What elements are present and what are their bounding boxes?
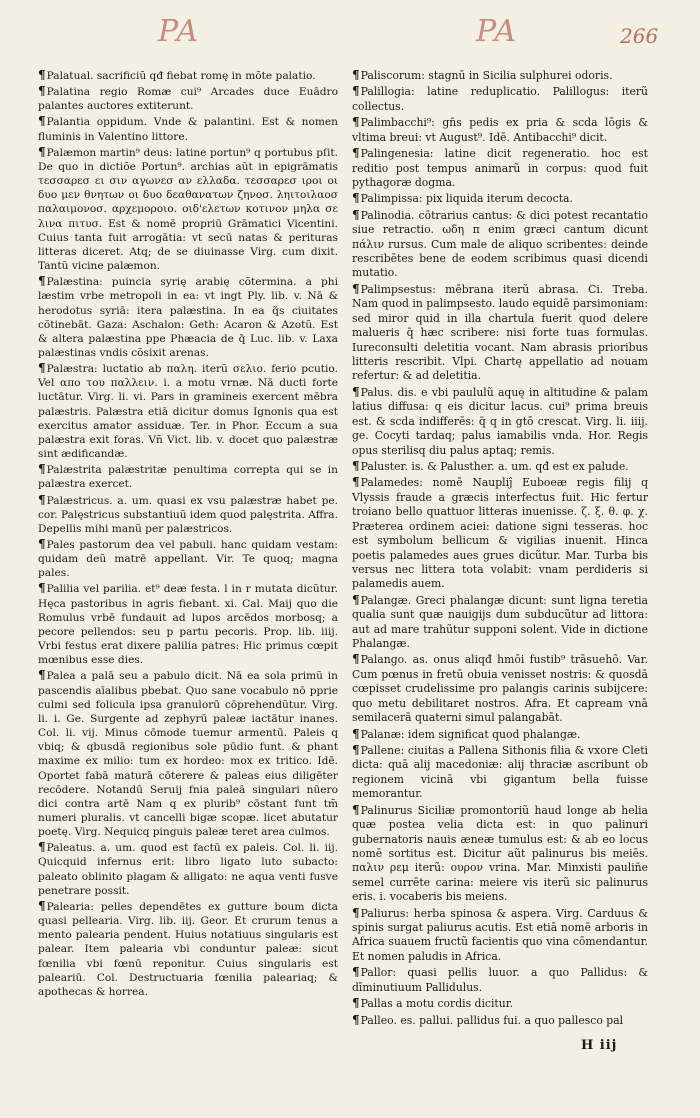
entry xyxy=(38,274,338,360)
entry-text: Palatual. sacrificiũ qđ fiebat romę in mõte palatio. xyxy=(46,70,316,82)
entry-text: Palæstra: luctatio ab παλη. iterũ σελιο. ferio pcutio. Vel απο του παλλειν. i. a motu vrnæ. Nā ducti forte luctātur. Virg. li. vi. Pars in gramineis exercent mēbra palæstris. Palæstra etiā dicitur domus Ignonis qua est exercitus amator assiduæ. Ter. in Phor. Eccum a sua palæstra exit foras. Vn̄ Vict. lib. v. docet quo palæstræ sint ædificandæ. xyxy=(38,363,338,461)
entry xyxy=(38,84,338,113)
left-column xyxy=(38,68,338,1000)
paragraph-mark-icon: ¶ xyxy=(352,475,360,490)
paragraph-mark-icon: ¶ xyxy=(352,802,360,817)
entry xyxy=(38,840,338,898)
entry-text: Palinurus Siciliæ promontoriũ haud longe ab helia quæ postea velia dicta est: in quo palinuri gubernatoris nauis æneæ tumulus est: & ab eo locus nomē sortitus est. Dicitur aũt palinurus bis meiēs. παλιν ρεμ iterũ: ουρον vrina. Mar. Minxisti paulin̄e semel currēte carina: meiere vis iterũ sic palinurus eris. i. vocaberis bis meiens. xyxy=(352,803,648,904)
entry-text: Palæmon martin⁹ deus: latine portun⁹ q portubus pſit. De quo in dictiõe Portun⁹. archias aũt in epigrāmatis τεσσαρεσ ει σιν αγωνεσ αν ελλαδα. τεσσαρεσ ιροι οι δυο μεν θνητων οι δυο δεαθανατων ζηνοσ. ληιτοιλαοσ παλαιμονοσ. αρχεμοροιο. οιδ'ελετων κοτινον μηλα σε λινα πιτυσ. Est & nomē propriū Grāmatici Vicentini. Cuius tanta fuit arrogātia: vt secū natas & perituras litteras diceret. Atq; de se diuinasse Virg. cum dixit. Tantũ vicine palæmon. xyxy=(38,146,338,273)
paragraph-mark-icon: ¶ xyxy=(352,281,360,296)
entry xyxy=(352,727,648,742)
entry-text: Paliscorum: stagnū in Sicilia sulphurei odoris. xyxy=(360,69,613,82)
entry-text: Palangæ. Greci phalangæ dicunt: sunt ligna teretia qualia sunt quæ nauigijs dum subducũtur ad littora: aut ad mare trahũtur supponi solent. Vide in dictione Phalangæ. xyxy=(352,593,648,651)
entry xyxy=(38,493,338,536)
entry xyxy=(352,191,648,206)
right-column xyxy=(352,68,648,1029)
entry-text: Palimpsestus: mēbrana iterũ abrasa. Ci. Treba. Nam quod in palimpsesto. laudo equidē parsimoniam: sed miror quid in illa chartula fuerit quod delere malueris q̄ hæc scribere: nisi forte tuas formulas. Iureconsulti deletitia vocant. Nam abrasis prioribus litteris rescribit. Vlpi. Chartę appellatio ad nouam refertur: & ad deletitia. xyxy=(352,282,648,383)
entry-text: Pallor: quasi pellis luuor. a quo Pallidus: & dīminutiuum Pallidulus. xyxy=(352,966,648,994)
paragraph-mark-icon: ¶ xyxy=(352,458,360,473)
entry-text: Palæstrita palæstritæ penultima correpta qui se in palæstra exercet. xyxy=(38,464,338,491)
entry-text: Pallas a motu cordis dicitur. xyxy=(360,997,514,1011)
entry xyxy=(352,593,648,652)
margin-annotation-right: PA xyxy=(476,14,518,49)
entry-text: Palanæ: idem significat quod phalangæ. xyxy=(360,727,581,741)
entry-text: Palleo. es. pallui. pallidus fui. a quo pallesco pal xyxy=(360,1013,624,1027)
paragraph-mark-icon: ¶ xyxy=(38,114,46,129)
entry-text: Palango. as. onus aliqđ hmōi fustib⁹ trāsuehõ. Var. Cum pœnus in fretū obuia venisset nostris: & quosdā cœpisset crudelissime pro palangis carinis subijcere: quo metu debilitaret nostros. Afra. Et capream vnā semilacerā quaterni simul palangabāt. xyxy=(352,653,648,725)
entry xyxy=(352,385,648,458)
entry-text: Palæstricus. a. um. quasi ex vsu palæstræ habet pe. cor. Palęstricus substantiuũ idem quod palęstrita. Affra. Depellis mihi manũ per palæstricos. xyxy=(38,494,338,535)
entry xyxy=(352,459,648,474)
entry xyxy=(352,208,648,281)
paragraph-mark-icon: ¶ xyxy=(352,742,360,757)
entry-text: Palæstina: puincia syrię arabię cõtermina. a phi læstim vrbe metropoli in ea: vt ingt Ply. lib. v. Nā & herodotus syriā: itera palæstina. In ea q̃s ciuitates cõtinebāt. Gaza: Aschalon: Geth: Acaron & Azotũ. Est & altera palæstina ppe Phæacia de q̃ Luc. lib. v. Laxa palæstinas vndis cõsixit arenas. xyxy=(38,276,338,359)
entry xyxy=(352,906,648,965)
entry-text: Palilia vel parilia. et⁹ deæ festa. l in r mutata dicũtur. Hęca pastoribus in agris fiebant. xi. Cal. Maij quo die Romulus vrbē fundauit ad lupos arcēdos morbosq; a pecore pellendos: seu p partu pecoris. Prop. lib. iiij. Vrbi festus erat dixere palilia patres: Hic primus cœpit mœnibus esse dies. xyxy=(38,583,338,667)
entry xyxy=(38,361,338,461)
paragraph-mark-icon: ¶ xyxy=(352,207,360,222)
entry xyxy=(38,537,338,580)
paragraph-mark-icon: ¶ xyxy=(38,581,46,596)
entry xyxy=(352,652,648,725)
paragraph-mark-icon: ¶ xyxy=(352,384,360,399)
entry-text: Palimbacchi⁹: gn̄s pedis ex pria & scda lōgis & vltima breui: vt August⁹. Idē. Antibacchi⁹ dicit. xyxy=(352,116,648,144)
paragraph-mark-icon: ¶ xyxy=(352,592,360,607)
entry-text: Palea a palā seu a pabulo dicit. Nā ea sola primũ in pascendis aīalibus pbebat. Quo sane vocabulo nō pprie culmi sed folicula ipsa granulorū cōprehendũtur. Virg. li. i. Ge. Surgente ad zephyrū paleæ iactātur inanes. Col. li. vij. Minus cōmode tuemur armentū. Paleis q vbiq; & qbusdā regionibus sole pūdio funt. & phant maxime ex milio: tum ex hordeo: mox ex tritico. Idē. Oportet fabā maturā cōterere & paleas eius diligēter recōdere. Notandū Seruij fnia paleā singulari nūero dici contra artē Nam q ex plurib⁹ cōstant funt tm̄ numeri pluralis. vt cancelli bigæ scopæ. licet abutatur poetę. Virg. Nequicq pinguis paleæ teret area culmos. xyxy=(38,670,338,839)
paragraph-mark-icon: ¶ xyxy=(352,191,360,206)
entry xyxy=(352,68,648,83)
margin-annotation-left: PA xyxy=(158,14,200,49)
paragraph-mark-icon: ¶ xyxy=(38,274,46,289)
paragraph-mark-icon: ¶ xyxy=(352,68,360,82)
paragraph-mark-icon: ¶ xyxy=(352,905,360,920)
paragraph-mark-icon: ¶ xyxy=(352,146,360,161)
paragraph-mark-icon: ¶ xyxy=(38,361,46,376)
entry-text: Palillogia: latine reduplicatio. Palillogus: iterũ collectus. xyxy=(352,85,648,113)
paragraph-mark-icon: ¶ xyxy=(352,1012,360,1027)
paragraph-mark-icon: ¶ xyxy=(352,965,360,980)
entry xyxy=(352,282,648,384)
entry xyxy=(38,462,338,491)
paragraph-mark-icon: ¶ xyxy=(38,668,46,683)
entry-text: Palantia oppidum. Vnde & palantini. Est & nomen fluminis in Valentino littore. xyxy=(38,116,338,143)
entry-text: Paliurus: herba spinosa & aspera. Virg. Carduus & spinis surgat paliurus acutis. Est etiā nomē arboris in Africa suauem fructũ facientis quo vina cōmendantur. Et nomen paludis in Africa. xyxy=(352,906,648,963)
entry xyxy=(38,114,338,143)
paragraph-mark-icon: ¶ xyxy=(38,144,46,159)
paragraph-mark-icon: ¶ xyxy=(38,537,46,551)
paragraph-mark-icon: ¶ xyxy=(38,84,46,99)
paragraph-mark-icon: ¶ xyxy=(38,840,46,855)
paragraph-mark-icon: ¶ xyxy=(352,115,360,130)
entry xyxy=(38,145,338,273)
entry xyxy=(38,899,338,999)
paragraph-mark-icon: ¶ xyxy=(38,68,46,82)
entry-text: Pallene: ciuitas a Pallena Sithonis filia & vxore Cleti dicta: quā alij macedoniæ: alij thraciæ ascribunt ob regionem vicinā vbi gigantum bella fuisse memorantur. xyxy=(352,743,648,801)
entry xyxy=(352,146,648,190)
entry-text: Paluster. is. & Palusther. a. um. qđ est ex palude. xyxy=(360,459,629,473)
entry xyxy=(352,1013,648,1028)
entry-text: Pales pastorum dea vel pabuli. hanc quidam vestam: quidam deũ matrē appellant. Vir. Te quoq; magna pales. xyxy=(38,539,338,580)
paragraph-mark-icon: ¶ xyxy=(352,726,360,741)
entry-text: Palearia: pelles dependētes ex gutture boum dicta quasi pellearia. Virg. lib. iij. Geor. Et crurum tenus a mento palearia pendent. Huius notatiuus singularis est palear. Item palearia vbi conduntur paleæ: sicut fœnilia vbi fœnū reponitur. Cuius singularis est paleariū. Col. Destructuaria fœnilia paleariaq; & apothecas & horrea. xyxy=(38,900,338,998)
paragraph-mark-icon: ¶ xyxy=(352,996,360,1011)
entry xyxy=(352,743,648,802)
paragraph-mark-icon: ¶ xyxy=(352,652,360,667)
entry-text: Palus. dis. e vbi paululũ aquę in altitudine & palam latius diffusa: q eis dicitur lacus. cui⁹ prima breuis est. & scda indifferēs: q̄ q in gtō crescat. Virg. li. iiij. ge. Cocyti tardaq; palus iamabilis vnda. Hor. Regis opus sterilisq diu palus aptaq; remis. xyxy=(352,385,648,457)
entry-text: Paleatus. a. um. quod est factū ex paleis. Col. li. iij. Quicquid infernus erit: libro ligato luto subacto: paleato oblinito plagam & alligato: ne aqua venti fusve penetrare possit. xyxy=(38,842,338,897)
entry-text: Palimpissa: pix liquida iterum decocta. xyxy=(360,192,573,206)
entry xyxy=(352,475,648,591)
entry-text: Palamedes: nomē Naupliĵ Euboeæ regis filij q Vlyssis fraude a græcis interfectus fuit. Hic fertur troiano bello quattuor litteras inuenisse. ζ. ξ. θ. φ. χ. Præterea ordinem aciei: datione signi tesseras. hoc est symbolum bellicum & vigilias inuenit. Hinca poetis palamedes aues grues dicũtur. Mar. Turba bis versus nec littera tota volabit: vnam perdideris si palamedis auem. xyxy=(352,476,648,591)
entry-text: Palinodia. cōtrarius cantus: & dici potest recantatio siue retractio. ωδη π enim græci cantum dicunt πάλιν rursus. Cum male de aliquo scribentes: deinde rescribētes bene de eodem scribimus quasi dicendi mutatio. xyxy=(352,208,648,280)
signature-mark: H iij xyxy=(581,1038,618,1053)
entry xyxy=(352,965,648,995)
entry xyxy=(38,581,338,667)
paragraph-mark-icon: ¶ xyxy=(38,898,46,913)
entry xyxy=(352,84,648,114)
entry xyxy=(352,803,648,905)
entry xyxy=(38,668,338,839)
paragraph-mark-icon: ¶ xyxy=(38,492,46,507)
entry xyxy=(38,68,338,83)
entry-text: Palatina regio Romæ cui⁹ Arcades duce Euādro palantes auctores extiterunt. xyxy=(38,86,338,113)
entry-text: Palingenesia: latine dicit regeneratio. hoc est reditio post tempus animarũ in corpus: quod fuit pythagoræ dogma. xyxy=(352,147,648,189)
paragraph-mark-icon: ¶ xyxy=(352,84,360,99)
entry xyxy=(352,996,648,1011)
entry xyxy=(352,115,648,145)
paragraph-mark-icon: ¶ xyxy=(38,462,46,477)
folio-number: 266 xyxy=(620,24,659,48)
